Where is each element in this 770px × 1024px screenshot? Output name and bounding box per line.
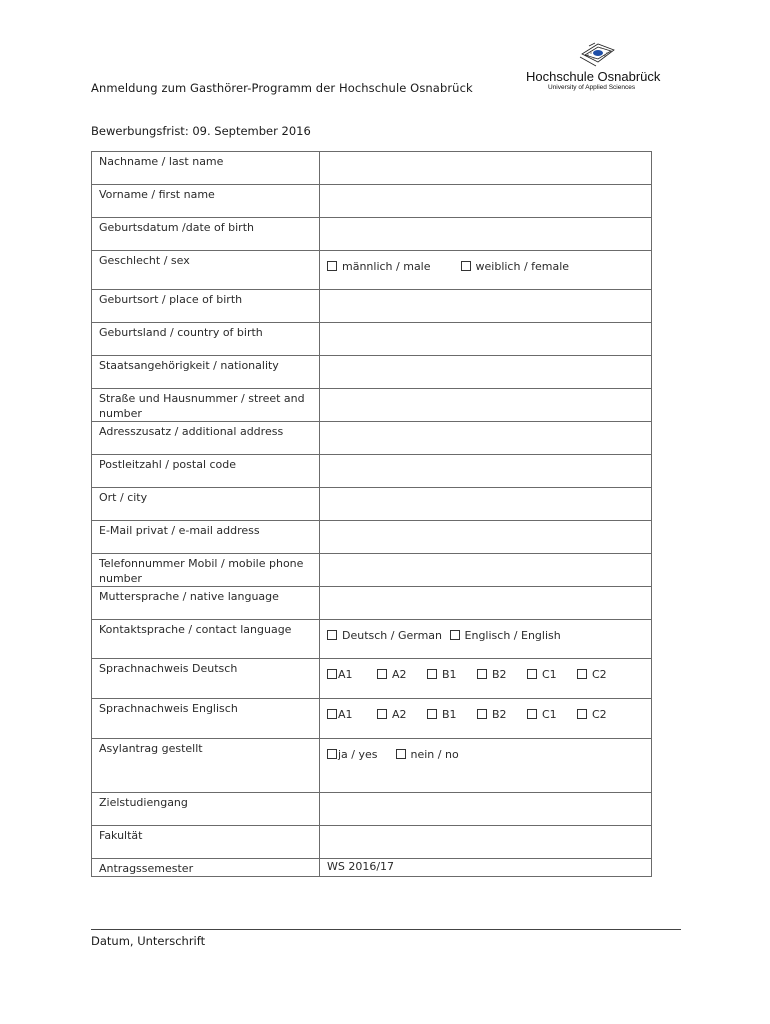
table-row	[92, 699, 652, 739]
asylum-options	[320, 739, 652, 793]
asylum-no-label: nein / no	[410, 748, 459, 761]
level-label: C2	[592, 668, 607, 681]
sex-options	[320, 251, 652, 290]
phone-field[interactable]	[320, 554, 652, 587]
table-row	[92, 323, 652, 356]
street-field[interactable]	[320, 389, 652, 422]
level-label: B1	[442, 708, 457, 721]
semester-field[interactable]: WS 2016/17	[320, 859, 652, 877]
label-proof-german: Sprachnachweis Deutsch	[92, 659, 320, 699]
label-date-of-birth: Geburtsdatum /date of birth	[92, 218, 320, 251]
lang-english-option[interactable]	[450, 629, 561, 642]
table-row	[92, 185, 652, 218]
faculty-field[interactable]	[320, 826, 652, 859]
asylum-yes-label: ja / yes	[338, 748, 378, 761]
level-label: C1	[542, 668, 557, 681]
table-row	[92, 152, 652, 185]
sex-male-option[interactable]	[327, 260, 431, 273]
checkbox-icon[interactable]	[427, 709, 437, 719]
table-row	[92, 422, 652, 455]
table-row	[92, 521, 652, 554]
place-of-birth-field[interactable]	[320, 290, 652, 323]
checkbox-icon[interactable]	[377, 669, 387, 679]
signature-label: Datum, Unterschrift	[91, 934, 206, 948]
target-program-field[interactable]	[320, 793, 652, 826]
lang-english-label: Englisch / English	[464, 629, 561, 642]
logo-name: Hochschule Osnabrück	[526, 69, 661, 84]
label-place-of-birth: Geburtsort / place of birth	[92, 290, 320, 323]
table-row	[92, 389, 652, 422]
asylum-yes-option[interactable]	[327, 748, 378, 761]
label-semester: Antragssemester	[92, 859, 320, 877]
label-target-program: Zielstudiengang	[92, 793, 320, 826]
label-first-name: Vorname / first name	[92, 185, 320, 218]
label-last-name: Nachname / last name	[92, 152, 320, 185]
level-a2-option[interactable]	[377, 668, 427, 681]
checkbox-icon[interactable]	[427, 669, 437, 679]
table-row	[92, 739, 652, 793]
checkbox-icon[interactable]	[477, 669, 487, 679]
checkbox-icon[interactable]	[327, 630, 337, 640]
last-name-field[interactable]	[320, 152, 652, 185]
table-row	[92, 826, 652, 859]
checkbox-icon[interactable]	[461, 261, 471, 271]
registration-form-table	[91, 151, 652, 877]
checkbox-icon[interactable]	[396, 749, 406, 759]
level-c1-option[interactable]	[527, 708, 577, 721]
additional-address-field[interactable]	[320, 422, 652, 455]
proof-english-options	[320, 699, 652, 739]
country-of-birth-field[interactable]	[320, 323, 652, 356]
level-label: B2	[492, 668, 507, 681]
level-c2-option[interactable]	[577, 708, 627, 721]
table-row	[92, 587, 652, 620]
contact-language-options	[320, 620, 652, 659]
label-street: Straße und Hausnummer / street and number	[92, 389, 320, 422]
label-native-language: Muttersprache / native language	[92, 587, 320, 620]
university-logo	[522, 40, 682, 96]
checkbox-icon[interactable]	[327, 669, 337, 679]
table-row	[92, 251, 652, 290]
table-row	[92, 659, 652, 699]
level-a2-option[interactable]	[377, 708, 427, 721]
checkbox-icon[interactable]	[327, 261, 337, 271]
checkbox-icon[interactable]	[577, 709, 587, 719]
level-label: A1	[338, 708, 353, 721]
level-label: B1	[442, 668, 457, 681]
table-row	[92, 356, 652, 389]
logo-emblem-icon	[576, 40, 618, 68]
checkbox-icon[interactable]	[450, 630, 460, 640]
level-b2-option[interactable]	[477, 708, 527, 721]
label-proof-english: Sprachnachweis Englisch	[92, 699, 320, 739]
table-row	[92, 859, 652, 877]
level-a1-option[interactable]	[327, 708, 377, 721]
label-city: Ort / city	[92, 488, 320, 521]
first-name-field[interactable]	[320, 185, 652, 218]
sex-female-option[interactable]	[461, 260, 570, 273]
table-row	[92, 620, 652, 659]
lang-german-option[interactable]	[327, 629, 442, 642]
table-row	[92, 455, 652, 488]
label-nationality: Staatsangehörigkeit / nationality	[92, 356, 320, 389]
table-row	[92, 488, 652, 521]
date-of-birth-field[interactable]	[320, 218, 652, 251]
level-label: A2	[392, 708, 407, 721]
level-label: C2	[592, 708, 607, 721]
application-deadline: Bewerbungsfrist: 09. September 2016	[91, 124, 311, 138]
nationality-field[interactable]	[320, 356, 652, 389]
document-title: Anmeldung zum Gasthörer-Programm der Hochschule Osnabrück	[91, 81, 473, 95]
checkbox-icon[interactable]	[527, 669, 537, 679]
level-b2-option[interactable]	[477, 668, 527, 681]
proof-german-options	[320, 659, 652, 699]
label-sex: Geschlecht / sex	[92, 251, 320, 290]
sex-female-label: weiblich / female	[475, 260, 570, 273]
label-additional-address: Adresszusatz / additional address	[92, 422, 320, 455]
level-a1-option[interactable]	[327, 668, 377, 681]
table-row	[92, 554, 652, 587]
level-label: A2	[392, 668, 407, 681]
city-field[interactable]	[320, 488, 652, 521]
postal-code-field[interactable]	[320, 455, 652, 488]
label-faculty: Fakultät	[92, 826, 320, 859]
level-label: B2	[492, 708, 507, 721]
checkbox-icon[interactable]	[527, 709, 537, 719]
signature-line	[91, 929, 681, 930]
email-field[interactable]	[320, 521, 652, 554]
label-email: E-Mail privat / e-mail address	[92, 521, 320, 554]
level-b1-option[interactable]	[427, 668, 477, 681]
label-phone: Telefonnummer Mobil / mobile phone number	[92, 554, 320, 587]
logo-subtitle: University of Applied Sciences	[548, 84, 636, 91]
level-label: A1	[338, 668, 353, 681]
label-country-of-birth: Geburtsland / country of birth	[92, 323, 320, 356]
level-b1-option[interactable]	[427, 708, 477, 721]
native-language-field[interactable]	[320, 587, 652, 620]
table-row	[92, 793, 652, 826]
label-contact-language: Kontaktsprache / contact language	[92, 620, 320, 659]
checkbox-icon[interactable]	[377, 709, 387, 719]
level-label: C1	[542, 708, 557, 721]
asylum-no-option[interactable]	[396, 748, 459, 761]
sex-male-label: männlich / male	[342, 260, 431, 273]
label-asylum: Asylantrag gestellt	[92, 739, 320, 793]
checkbox-icon[interactable]	[327, 749, 337, 759]
level-c2-option[interactable]	[577, 668, 627, 681]
lang-german-label: Deutsch / German	[342, 629, 443, 642]
checkbox-icon[interactable]	[477, 709, 487, 719]
label-postal-code: Postleitzahl / postal code	[92, 455, 320, 488]
table-row	[92, 218, 652, 251]
table-row	[92, 290, 652, 323]
checkbox-icon[interactable]	[577, 669, 587, 679]
level-c1-option[interactable]	[527, 668, 577, 681]
checkbox-icon[interactable]	[327, 709, 337, 719]
